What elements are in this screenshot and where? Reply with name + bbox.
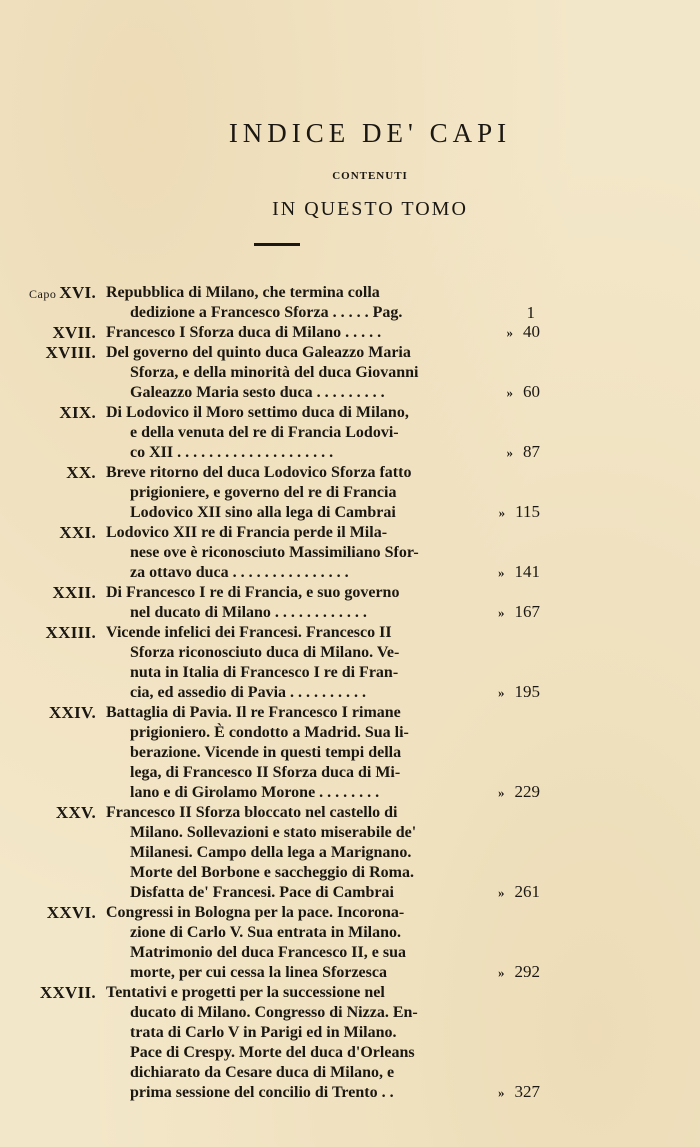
- page-value: 115: [515, 502, 540, 521]
- toc-entry: [0, 343, 700, 403]
- description-line: prima sessione del concilio di Trento . .: [130, 1084, 394, 1101]
- toc-entry: [0, 403, 700, 463]
- description-line: nese ove è riconosciuto Massimiliano Sfor-: [130, 544, 419, 561]
- chapter-description: [106, 523, 510, 583]
- description-line: Di Francesco I re di Francia, e suo governo: [106, 584, 400, 601]
- description-line: Tentativi e progetti per la successione nel: [106, 984, 385, 1001]
- page-number: [507, 442, 541, 463]
- chapter-number: [0, 703, 96, 723]
- ditto-mark: »: [498, 565, 505, 580]
- page-number: [498, 602, 540, 623]
- chapter-number: [0, 523, 96, 543]
- page-value: 292: [514, 962, 540, 981]
- toc-entry: [0, 463, 700, 523]
- toc-entry: [0, 583, 700, 623]
- chapter-label: XVI.: [59, 283, 96, 302]
- chapter-number: [0, 323, 96, 343]
- description-line: Milano. Sollevazioni e stato miserabile de': [130, 824, 417, 841]
- description-line: trata di Carlo V in Parigi ed in Milano.: [130, 1024, 397, 1041]
- toc-entry: [0, 283, 700, 323]
- chapter-description: [106, 283, 510, 323]
- description-line: berazione. Vicende in questi tempi della: [130, 744, 402, 761]
- chapter-label: XXIII.: [45, 623, 96, 642]
- toc-entry: [0, 323, 700, 343]
- description-line: Lodovico XII re di Francia perde il Mila-: [106, 524, 388, 541]
- chapter-label: XXI.: [59, 523, 96, 542]
- description-line: prigioniero. È condotto a Madrid. Sua li-: [130, 724, 409, 741]
- chapter-description: [106, 803, 510, 903]
- capo-word: Capo: [29, 287, 57, 301]
- page-number: [498, 962, 540, 983]
- chapter-number: [0, 983, 96, 1003]
- ditto-mark: »: [498, 1085, 505, 1100]
- chapter-label: XIX.: [59, 403, 96, 422]
- description-line: prigioniere, e governo del re di Francia: [130, 484, 397, 501]
- chapter-label: XXV.: [55, 803, 96, 822]
- page-value: 60: [523, 382, 540, 401]
- description-line: Breve ritorno del duca Lodovico Sforza fatto: [106, 464, 412, 481]
- page-number: [507, 322, 541, 343]
- ditto-mark: »: [498, 685, 505, 700]
- page-value: 167: [514, 602, 540, 621]
- description-line: Congressi in Bologna per la pace. Incorona-: [106, 904, 405, 921]
- description-line: nel ducato di Milano . . . . . . . . . . . .: [130, 604, 367, 621]
- toc-entry: [0, 903, 700, 983]
- page-number: [498, 1082, 540, 1103]
- ditto-mark: »: [498, 785, 505, 800]
- description-line: Repubblica di Milano, che termina colla: [106, 284, 380, 301]
- chapter-description: [106, 343, 510, 403]
- toc-entry: [0, 703, 700, 803]
- chapter-number: [0, 583, 96, 603]
- chapter-description: [106, 983, 510, 1103]
- chapter-description: [106, 463, 510, 523]
- page-value: 87: [523, 442, 540, 461]
- ditto-mark: »: [506, 445, 513, 460]
- page-value: 1: [526, 303, 535, 322]
- description-line: lano e di Girolamo Morone . . . . . . . .: [130, 784, 380, 801]
- ditto-mark: »: [498, 505, 506, 520]
- description-line: Disfatta de' Francesi. Pace di Cambrai: [130, 884, 394, 901]
- index-title: INDICE DE' CAPI: [228, 118, 512, 148]
- description-line: e della venuta del re di Francia Lodovi-: [130, 424, 399, 441]
- chapter-label: XXVI.: [46, 903, 96, 922]
- page-value: 195: [514, 682, 540, 701]
- toc-entry: [0, 523, 700, 583]
- title-divider: [254, 243, 300, 246]
- chapter-label: XXII.: [52, 583, 96, 602]
- ditto-mark: »: [506, 385, 513, 400]
- description-line: Francesco I Sforza duca di Milano . . . . .: [106, 324, 382, 341]
- chapter-number: [0, 283, 96, 304]
- chapter-description: [106, 623, 510, 703]
- chapter-number: [0, 343, 96, 363]
- page-number: [527, 303, 536, 323]
- description-line: lega, di Francesco II Sforza duca di Mi-: [130, 764, 401, 781]
- page-value: 40: [523, 322, 540, 341]
- description-line: ducato di Milano. Congresso di Nizza. En-: [130, 1004, 418, 1021]
- chapter-label: XXIV.: [48, 703, 96, 722]
- chapter-number: [0, 903, 96, 923]
- chapter-number: [0, 463, 96, 483]
- toc-entry: [0, 983, 700, 1103]
- toc-entry: [0, 803, 700, 903]
- description-line: dedizione a Francesco Sforza . . . . . Pag.: [130, 304, 403, 321]
- description-line: Galeazzo Maria sesto duca . . . . . . . . .: [130, 384, 385, 401]
- page-number: [499, 502, 540, 523]
- chapter-description: [106, 583, 510, 623]
- description-line: cia, ed assedio di Pavia . . . . . . . . . .: [130, 684, 367, 701]
- index-subtitle: CONTENUTI: [332, 170, 408, 182]
- description-line: Lodovico XII sino alla lega di Cambrai: [130, 504, 396, 521]
- description-line: Matrimonio del duca Francesco II, e sua: [130, 944, 406, 961]
- chapter-description: [106, 903, 510, 983]
- ditto-mark: »: [498, 885, 505, 900]
- description-line: zione di Carlo V. Sua entrata in Milano.: [130, 924, 401, 941]
- chapter-description: [106, 323, 510, 343]
- chapter-label: XX.: [66, 463, 96, 482]
- page-number: [498, 782, 540, 803]
- ditto-mark: »: [498, 605, 505, 620]
- chapter-number: [0, 403, 96, 423]
- index-volume-title: IN QUESTO TOMO: [272, 198, 468, 220]
- description-line: Del governo del quinto duca Galeazzo Maria: [106, 344, 411, 361]
- description-line: morte, per cui cessa la linea Sforzesca: [130, 964, 387, 981]
- description-line: Sforza, e della minorità del duca Giovanni: [130, 364, 419, 381]
- description-line: Vicende infelici dei Francesi. Francesco II: [106, 624, 392, 641]
- page-value: 261: [514, 882, 540, 901]
- page-number: [498, 562, 540, 583]
- table-of-contents: [0, 283, 700, 1103]
- chapter-label: XXVII.: [39, 983, 96, 1002]
- description-line: Morte del Borbone e saccheggio di Roma.: [130, 864, 414, 881]
- description-line: Francesco II Sforza bloccato nel castello di: [106, 804, 398, 821]
- ditto-mark: »: [506, 325, 513, 340]
- description-line: za ottavo duca . . . . . . . . . . . . . . .: [130, 564, 349, 581]
- description-line: Milanesi. Campo della lega a Marignano.: [130, 844, 412, 861]
- description-line: Sforza riconosciuto duca di Milano. Ve-: [130, 644, 400, 661]
- chapter-description: [106, 703, 510, 803]
- page-number: [498, 882, 540, 903]
- ditto-mark: »: [498, 965, 505, 980]
- page-value: 229: [514, 782, 540, 801]
- page-value: 141: [514, 562, 540, 581]
- chapter-label: XVIII.: [45, 343, 96, 362]
- page-value: 327: [514, 1082, 540, 1101]
- description-line: dichiarato da Cesare duca di Milano, e: [130, 1064, 395, 1081]
- chapter-number: [0, 623, 96, 643]
- chapter-number: [0, 803, 96, 823]
- description-line: Pace di Crespy. Morte del duca d'Orleans: [130, 1044, 415, 1061]
- toc-entry: [0, 623, 700, 703]
- chapter-label: XVII.: [52, 323, 96, 342]
- description-line: Battaglia di Pavia. Il re Francesco I rimane: [106, 704, 401, 721]
- description-line: co XII . . . . . . . . . . . . . . . . . . . .: [130, 444, 334, 461]
- page-number: [507, 382, 541, 403]
- description-line: Di Lodovico il Moro settimo duca di Milano,: [106, 404, 409, 421]
- page-number: [498, 682, 540, 703]
- description-line: nuta in Italia di Francesco I re di Fran-: [130, 664, 399, 681]
- chapter-description: [106, 403, 510, 463]
